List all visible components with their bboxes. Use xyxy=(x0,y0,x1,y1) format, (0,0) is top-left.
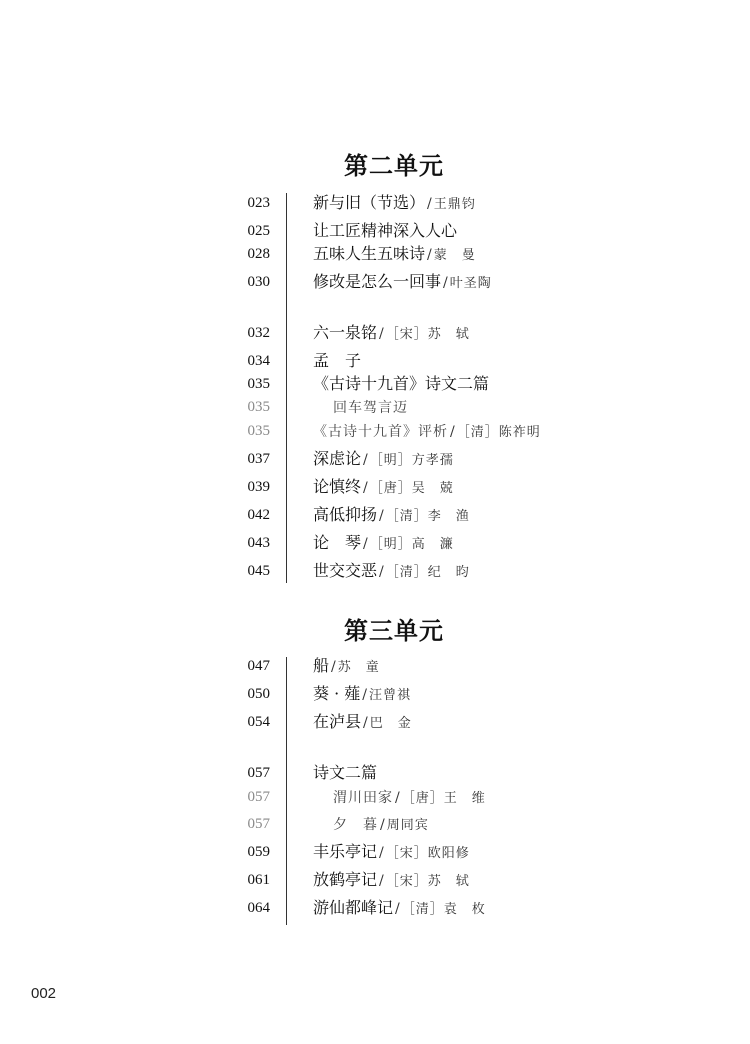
entry-author: 巴 金 xyxy=(369,716,412,731)
separator: / xyxy=(379,508,384,524)
entry-author: ［唐］吴 兢 xyxy=(369,481,454,496)
entry-author: ［清］纪 昀 xyxy=(385,565,470,580)
page-number: 034 xyxy=(247,353,270,369)
entry-title: 让工匠精神深入人心 xyxy=(313,221,458,240)
entry-title: 世交交恶 xyxy=(313,561,378,580)
separator: / xyxy=(395,901,400,917)
separator: / xyxy=(450,424,455,440)
entry-title: 论慎终 xyxy=(313,477,362,496)
separator: / xyxy=(331,659,336,675)
page-number: 057 xyxy=(247,789,270,805)
toc-sub-entry[interactable] xyxy=(0,784,750,810)
page-number: 035 xyxy=(247,376,270,392)
separator: / xyxy=(379,845,384,861)
toc-entry[interactable] xyxy=(0,709,750,735)
toc-entry[interactable] xyxy=(0,867,750,893)
entry-author: 苏 童 xyxy=(337,660,380,675)
toc-entry[interactable] xyxy=(0,190,750,216)
entry-title: 新与旧（节选） xyxy=(313,193,426,212)
entry-title: 六一泉铭 xyxy=(313,323,378,342)
page-number: 047 xyxy=(247,658,270,674)
separator: / xyxy=(362,687,367,703)
entry-author: 周同宾 xyxy=(386,818,429,833)
entry-title: 回车驾言迈 xyxy=(333,400,408,416)
page-number: 037 xyxy=(247,451,270,467)
entry-title: 放鹤亭记 xyxy=(313,870,378,889)
page-folio: 002 xyxy=(31,985,57,1002)
toc-entry[interactable] xyxy=(0,558,750,584)
page-number: 057 xyxy=(247,765,270,781)
page-number: 023 xyxy=(247,195,270,211)
entry-author: ［清］陈祚明 xyxy=(456,425,541,440)
entry-title: 夕 暮 xyxy=(333,817,378,833)
entry-title: 船 xyxy=(313,656,330,675)
toc-sub-entry[interactable] xyxy=(0,394,750,420)
entry-author: ［唐］王 维 xyxy=(401,791,486,806)
entry-author: ［宋］苏 轼 xyxy=(385,874,470,889)
page-number: 042 xyxy=(247,507,270,523)
entry-title: 葵 · 薤 xyxy=(313,684,361,703)
unit-2-heading: 第二单元 xyxy=(344,152,444,180)
page-number: 028 xyxy=(247,246,270,262)
separator: / xyxy=(380,817,385,833)
separator: / xyxy=(443,275,448,291)
page-number: 035 xyxy=(247,399,270,415)
page-number: 061 xyxy=(247,872,270,888)
separator: / xyxy=(379,326,384,342)
toc-entry[interactable] xyxy=(0,446,750,472)
separator: / xyxy=(379,873,384,889)
separator: / xyxy=(363,715,368,731)
entry-author: 汪曾祺 xyxy=(368,688,411,703)
entry-title: 丰乐亭记 xyxy=(313,842,378,861)
page-number: 059 xyxy=(247,844,270,860)
page-number: 035 xyxy=(247,423,270,439)
entry-author: 叶圣陶 xyxy=(449,276,492,291)
entry-title: 《古诗十九首》评析 xyxy=(313,424,448,440)
toc-entry[interactable] xyxy=(0,760,750,786)
entry-title: 孟 子 xyxy=(313,351,362,370)
toc-entry[interactable] xyxy=(0,839,750,865)
page-number: 039 xyxy=(247,479,270,495)
entry-author: ［宋］欧阳修 xyxy=(385,846,470,861)
separator: / xyxy=(427,196,432,212)
toc-sub-entry[interactable] xyxy=(0,418,750,444)
entry-author: ［明］高 濂 xyxy=(369,537,454,552)
entry-title: 诗文二篇 xyxy=(313,763,378,782)
page-number: 045 xyxy=(247,563,270,579)
page-number: 032 xyxy=(247,325,270,341)
entry-title: 论 琴 xyxy=(313,533,362,552)
entry-title: 在泸县 xyxy=(313,712,362,731)
toc-entry[interactable] xyxy=(0,681,750,707)
separator: / xyxy=(395,790,400,806)
page-number: 030 xyxy=(247,274,270,290)
page-number: 054 xyxy=(247,714,270,730)
toc-entry[interactable] xyxy=(0,241,750,267)
entry-author: ［清］李 渔 xyxy=(385,509,470,524)
entry-title: 游仙都峰记 xyxy=(313,898,394,917)
toc-entry[interactable] xyxy=(0,474,750,500)
toc-entry[interactable] xyxy=(0,653,750,679)
entry-author: 蒙 曼 xyxy=(433,248,476,263)
toc-entry[interactable] xyxy=(0,320,750,346)
toc-entry[interactable] xyxy=(0,530,750,556)
separator: / xyxy=(379,564,384,580)
entry-author: ［明］方孝孺 xyxy=(369,453,454,468)
separator: / xyxy=(363,452,368,468)
page-number: 057 xyxy=(247,816,270,832)
entry-author: 王鼎钧 xyxy=(433,197,476,212)
toc-entry[interactable] xyxy=(0,895,750,921)
separator: / xyxy=(427,247,432,263)
page-number: 025 xyxy=(247,223,270,239)
unit-3-heading: 第三单元 xyxy=(344,617,444,645)
entry-title: 高低抑扬 xyxy=(313,505,378,524)
page-number: 064 xyxy=(247,900,270,916)
toc-entry[interactable] xyxy=(0,502,750,528)
separator: / xyxy=(363,536,368,552)
entry-author: ［清］袁 枚 xyxy=(401,902,486,917)
toc-sub-entry[interactable] xyxy=(0,811,750,837)
page-number: 050 xyxy=(247,686,270,702)
entry-title: 修改是怎么一回事 xyxy=(313,272,442,291)
separator: / xyxy=(363,480,368,496)
entry-title: 《古诗十九首》诗文二篇 xyxy=(313,374,490,393)
entry-title: 渭川田家 xyxy=(333,790,393,806)
entry-title: 五味人生五味诗 xyxy=(313,244,426,263)
page-number: 043 xyxy=(247,535,270,551)
entry-title: 深虑论 xyxy=(313,449,362,468)
toc-entry[interactable] xyxy=(0,269,750,295)
entry-author: ［宋］苏 轼 xyxy=(385,327,470,342)
